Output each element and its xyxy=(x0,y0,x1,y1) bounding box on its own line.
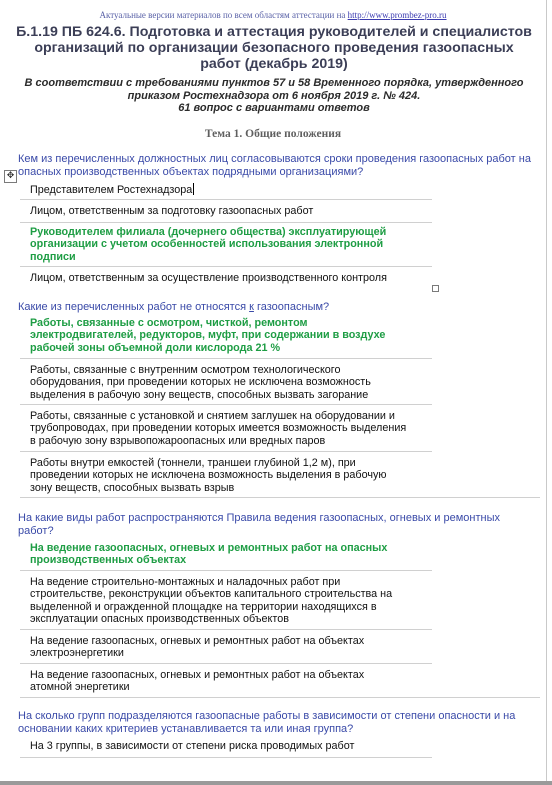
page-bottom-edge xyxy=(0,781,552,785)
answer-3-4[interactable]: На ведение газоопасных, огневых и ремонтных работ на объектах атомной энергетики xyxy=(30,669,365,694)
table-resize-handle[interactable] xyxy=(432,285,439,292)
answer-divider xyxy=(20,404,432,405)
answer-divider xyxy=(20,757,432,758)
answer-divider xyxy=(20,497,540,498)
question-1: Кем из перечисленных должностных лиц согласовываются сроки проведения газоопасных работ на опасных производственных объектах подрядными организациями? xyxy=(18,153,531,178)
answer-3-2[interactable]: На ведение строительно-монтажных и наладочных работ при строительстве, реконструкции объектов капитального строительства на выделенной и огражденной площадке на территории находящихся в эксплуатации опасных производственных объектов xyxy=(30,576,393,626)
document-title: Б.1.19 ПБ 624.6. Подготовка и аттестация руководителей и специалистов организаций по организации безопасного проведения газоопасных работ (декабрь 2019) xyxy=(16,24,532,72)
question-3: На какие виды работ распространяются Правила ведения газоопасных, огневых и ремонтных работ? xyxy=(18,512,500,537)
banner-text: Актуальные версии материалов по всем областям аттестации на xyxy=(99,10,346,20)
question-4: На сколько групп подразделяются газоопасные работы в зависимости от степени опасности и на основании каких критериев устанавливается та или иная группа? xyxy=(18,710,516,735)
answer-2-1-correct[interactable]: Работы, связанные с осмотром, чисткой, ремонтом электродвигателей, редукторов, муфт, при содержании в воздухе рабочей зоны объемной доли кислорода 21 % xyxy=(30,317,386,354)
answer-2-2[interactable]: Работы, связанные с внутренним осмотром технологического оборудования, при проведении которых не исключена возможность выделения в рабочую зону веществ, способных вызвать загорание xyxy=(30,364,371,401)
answer-divider xyxy=(20,629,432,630)
document-subtitle xyxy=(14,77,534,115)
subtitle-line-3: 61 вопрос с вариантами ответов xyxy=(178,102,370,114)
text-cursor xyxy=(193,183,194,195)
answer-divider xyxy=(20,570,432,571)
answer-divider xyxy=(20,358,432,359)
topic-heading: Тема 1. Общие положения xyxy=(204,128,342,140)
header-banner xyxy=(0,10,546,20)
answer-divider xyxy=(20,199,432,200)
banner-link[interactable]: http://www.prombez-pro.ru xyxy=(347,10,447,20)
answer-1-3-correct[interactable]: Руководителем филиала (дочернего общества) эксплуатирующей организации с учетом особенностей использования электронной подписи xyxy=(30,226,387,263)
table-move-handle-icon[interactable]: ✥ xyxy=(4,170,17,183)
answer-1-2[interactable]: Лицом, ответственным за подготовку газоопасных работ xyxy=(30,205,314,217)
answer-2-4[interactable]: Работы внутри емкостей (тоннели, траншеи глубиной 1,2 м), при проведении которых не исключена возможность выделения в рабочую зону веществ, способных вызвать взрыв xyxy=(30,457,387,494)
answer-3-1-correct[interactable]: На ведение газоопасных, огневых и ремонтных работ на опасных производственных объектах xyxy=(30,542,388,567)
answer-divider xyxy=(20,663,432,664)
answer-divider xyxy=(20,222,432,223)
answer-divider xyxy=(20,697,540,698)
answer-2-3[interactable]: Работы, связанные с установкой и снятием заглушек на оборудовании и трубопроводах, при проведении которых имеется возможность выделения в рабочую зону взрывопожароопасных или вредных паров xyxy=(30,410,407,447)
subtitle-line-1: В соответствии с требованиями пунктов 57 и 58 Временного порядка, утвержденного xyxy=(24,77,524,89)
answer-4-1[interactable]: На 3 группы, в зависимости от степени риска проводимых работ xyxy=(30,740,355,752)
answer-divider xyxy=(20,266,432,267)
answer-1-4[interactable]: Лицом, ответственным за осуществление производственного контроля xyxy=(30,272,387,284)
answer-divider xyxy=(20,451,432,452)
answer-1-1[interactable]: Представителем Ростехнадзора xyxy=(30,184,193,196)
question-2: Какие из перечисленных работ не относятся к газоопасным? xyxy=(18,301,330,313)
answer-3-3[interactable]: На ведение газоопасных, огневых и ремонтных работ на объектах электроэнергетики xyxy=(30,635,365,660)
subtitle-line-2: приказом Ростехнадзора от 6 ноября 2019 г. № 424. xyxy=(127,89,421,102)
